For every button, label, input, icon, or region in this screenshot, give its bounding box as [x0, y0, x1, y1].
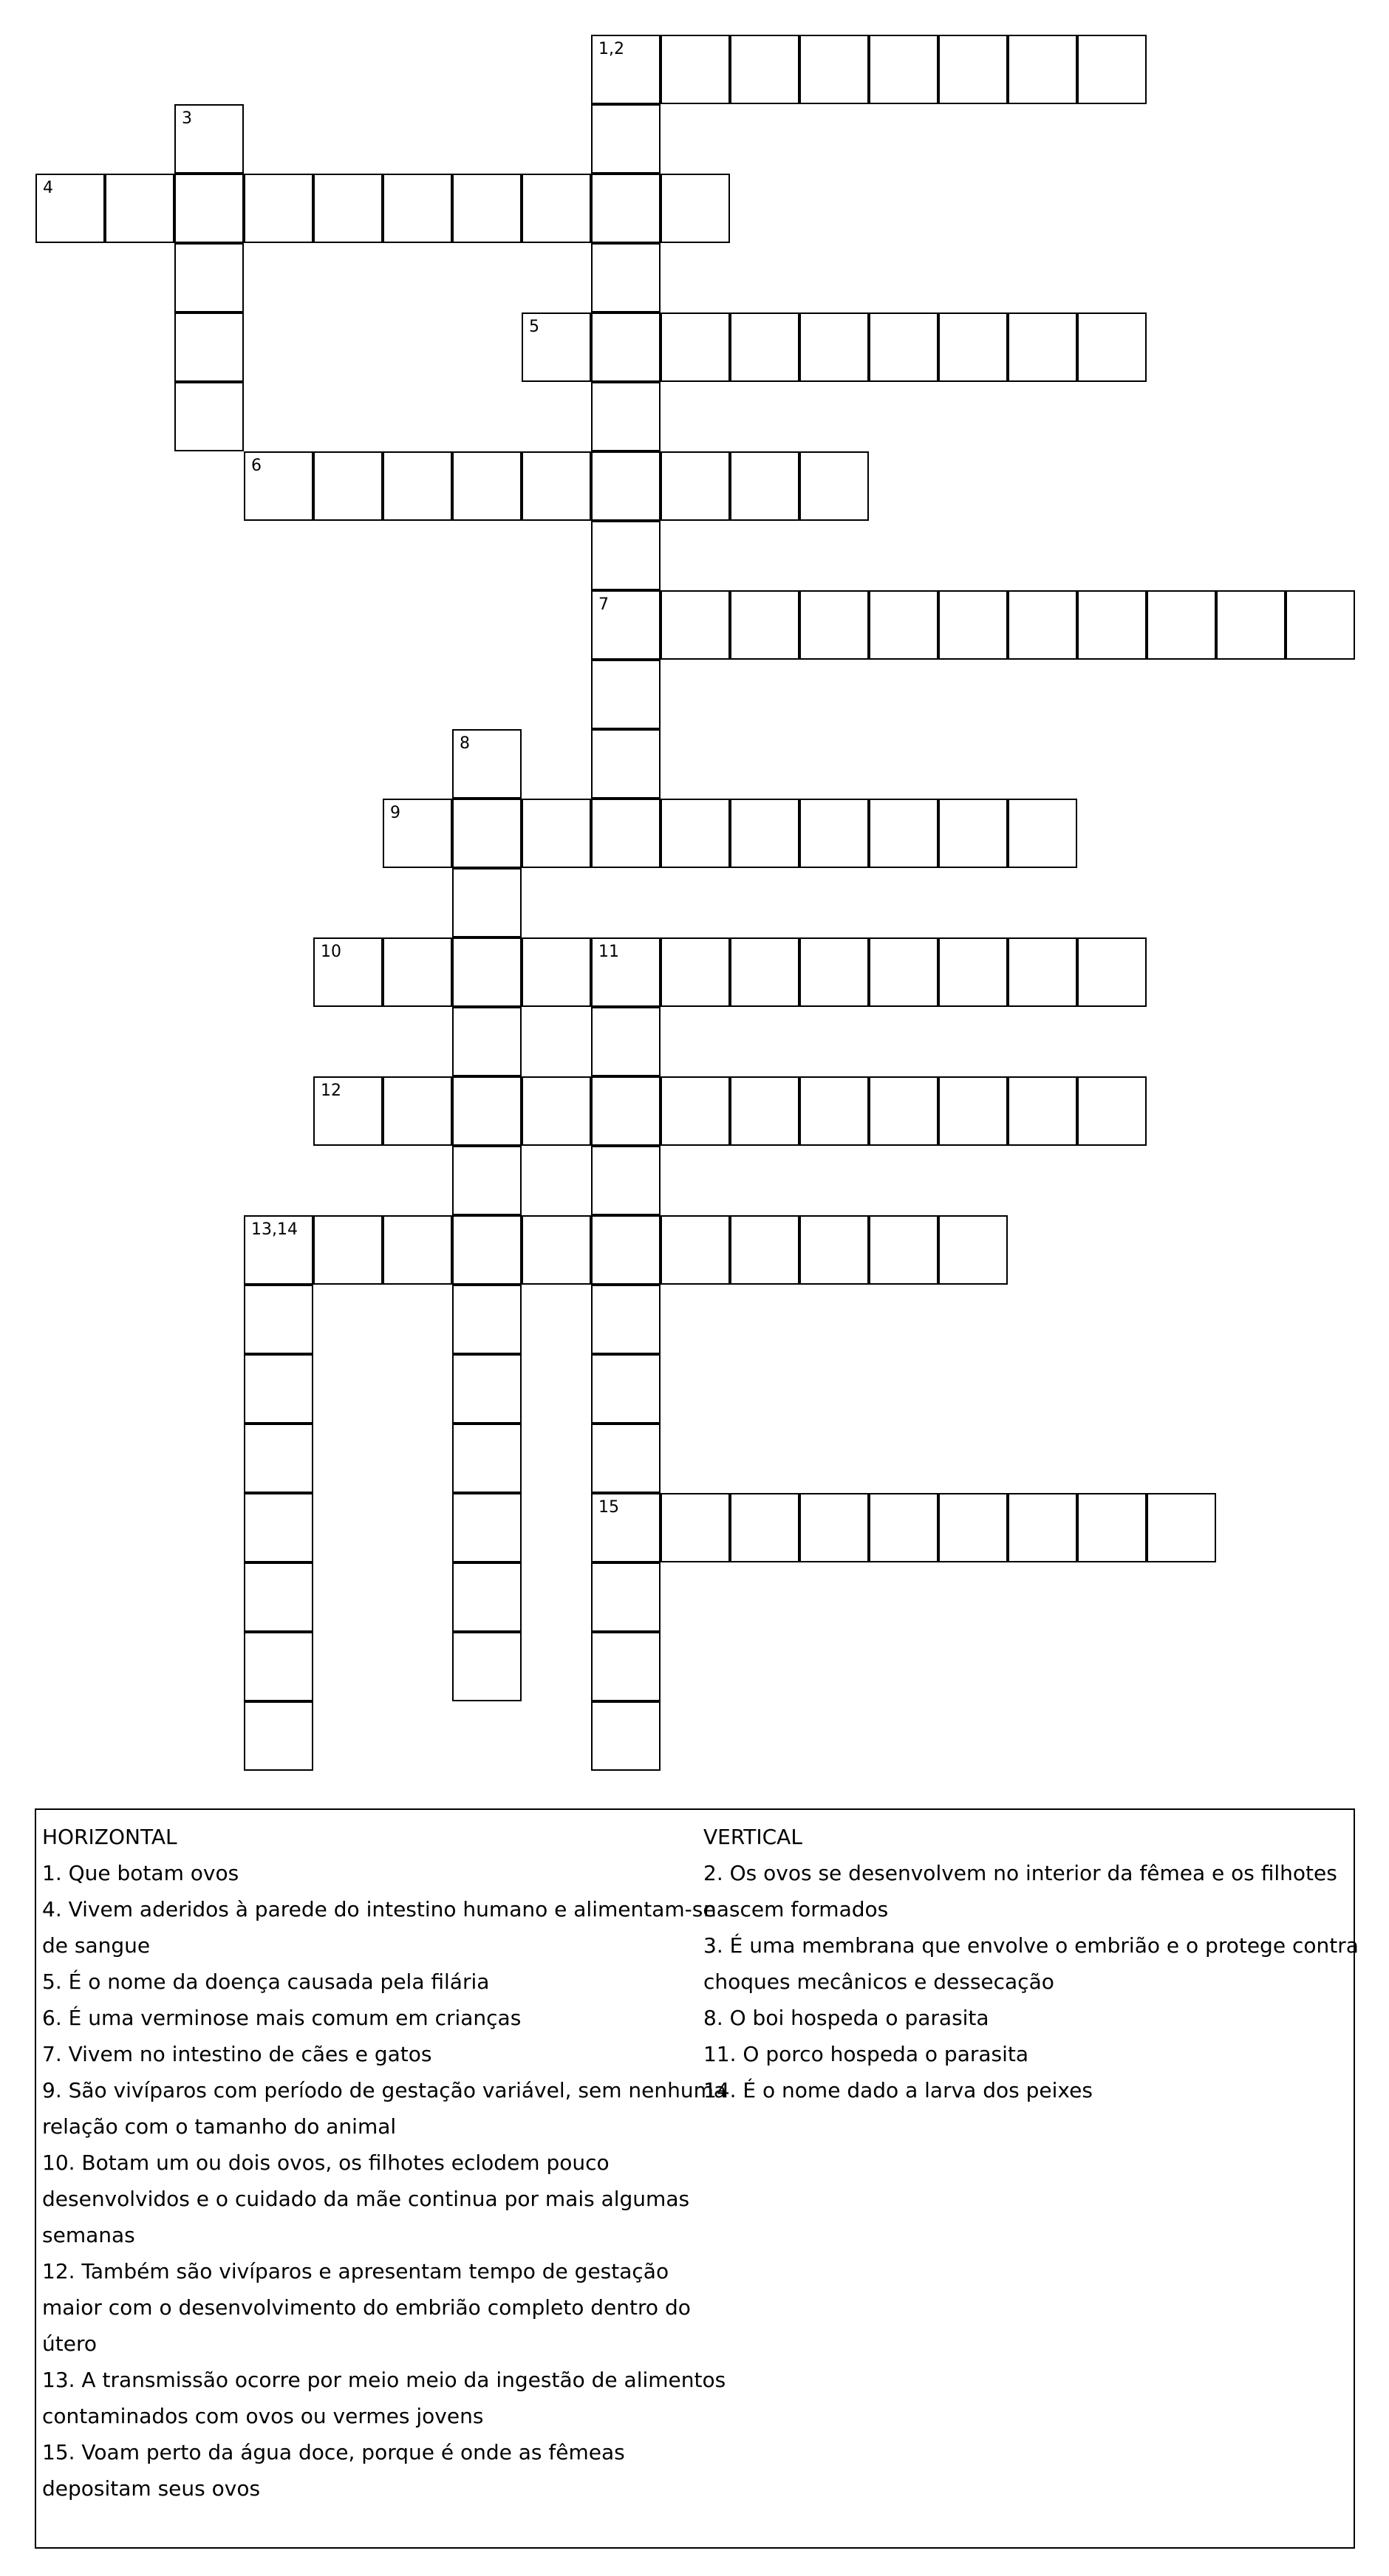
crossword-cell[interactable] — [591, 1562, 661, 1632]
clue-line: 3. É uma membrana que envolve o embrião e o protege contra — [703, 1933, 1359, 1958]
crossword-cell[interactable] — [244, 1215, 313, 1285]
crossword-cell[interactable] — [799, 312, 869, 382]
crossword-cell[interactable] — [313, 451, 383, 521]
crossword-cell[interactable] — [244, 1493, 313, 1562]
crossword-cell[interactable] — [522, 1215, 591, 1285]
crossword-cell[interactable] — [869, 312, 938, 382]
clue-number: 11 — [598, 943, 619, 961]
crossword-cell[interactable] — [452, 1493, 522, 1562]
crossword-cell[interactable] — [730, 1493, 799, 1562]
crossword-cell[interactable] — [591, 729, 661, 799]
crossword-cell[interactable] — [661, 312, 730, 382]
crossword-cell[interactable] — [452, 868, 522, 937]
crossword-cell[interactable] — [938, 1215, 1008, 1285]
clue-line: 13. A transmissão ocorre por meio meio da ingestão de alimentos — [42, 2368, 726, 2392]
crossword-cell[interactable] — [591, 243, 661, 312]
crossword-cell[interactable] — [1008, 35, 1077, 104]
crossword-cell[interactable] — [452, 1285, 522, 1354]
crossword-cell[interactable] — [869, 1493, 938, 1562]
clue-line: maior com o desenvolvimento do embrião completo dentro do — [42, 2295, 691, 2320]
crossword-cell[interactable] — [452, 1424, 522, 1493]
clue-line: 6. É uma verminose mais comum em crianças — [42, 2006, 522, 2030]
crossword-cell[interactable] — [452, 1076, 522, 1146]
vertical-header: VERTICAL — [703, 1825, 802, 1849]
clue-number: 12 — [321, 1082, 341, 1100]
crossword-cell[interactable] — [730, 590, 799, 660]
crossword-cell[interactable] — [661, 937, 730, 1007]
crossword-cell[interactable] — [522, 174, 591, 243]
crossword-cell[interactable] — [591, 35, 661, 104]
crossword-cell[interactable] — [1077, 312, 1147, 382]
crossword-cell[interactable] — [869, 35, 938, 104]
crossword-cell[interactable] — [244, 451, 313, 521]
crossword-cell[interactable] — [591, 1632, 661, 1701]
clue-number: 7 — [598, 595, 609, 614]
crossword-cell[interactable] — [174, 382, 244, 451]
crossword-cell[interactable] — [244, 1424, 313, 1493]
clue-number: 8 — [460, 734, 470, 753]
crossword-cell[interactable] — [799, 35, 869, 104]
crossword-cell[interactable] — [661, 1493, 730, 1562]
crossword-cell[interactable] — [799, 590, 869, 660]
crossword-cell[interactable] — [730, 937, 799, 1007]
crossword-cell[interactable] — [452, 1215, 522, 1285]
crossword-cell[interactable] — [730, 1076, 799, 1146]
clue-line: choques mecânicos e dessecação — [703, 1969, 1054, 1994]
crossword-cell[interactable] — [591, 1493, 661, 1562]
crossword-cell[interactable] — [105, 174, 174, 243]
crossword-cell[interactable] — [591, 104, 661, 174]
clue-number: 6 — [251, 457, 262, 475]
crossword-cell[interactable] — [1008, 1076, 1077, 1146]
crossword-cell[interactable] — [938, 312, 1008, 382]
clue-line: 4. Vivem aderidos à parede do intestino humano e alimentam-se — [42, 1897, 716, 1921]
clue-line: relação com o tamanho do animal — [42, 2114, 397, 2139]
crossword-cell[interactable] — [591, 1701, 661, 1771]
crossword-cell[interactable] — [1008, 937, 1077, 1007]
crossword-cell[interactable] — [244, 1354, 313, 1424]
clue-number: 10 — [321, 943, 341, 961]
crossword-cell[interactable] — [661, 174, 730, 243]
crossword-cell[interactable] — [591, 1215, 661, 1285]
clue-number: 4 — [43, 179, 53, 197]
clue-line: 8. O boi hospeda o parasita — [703, 2006, 989, 2030]
clue-line: depositam seus ovos — [42, 2476, 261, 2501]
crossword-cell[interactable] — [591, 1285, 661, 1354]
clue-line: 1. Que botam ovos — [42, 1861, 239, 1885]
crossword-cell[interactable] — [244, 1701, 313, 1771]
crossword-cell[interactable] — [522, 799, 591, 868]
crossword-cell[interactable] — [730, 799, 799, 868]
crossword-cell[interactable] — [174, 243, 244, 312]
crossword-cell[interactable] — [869, 1076, 938, 1146]
crossword-cell[interactable] — [661, 1076, 730, 1146]
crossword-cell[interactable] — [1216, 590, 1286, 660]
clues-box — [35, 1808, 1359, 2549]
crossword-cell[interactable] — [799, 451, 869, 521]
crossword-cell[interactable] — [869, 1215, 938, 1285]
crossword-cell[interactable] — [1077, 937, 1147, 1007]
crossword-cell[interactable] — [591, 1076, 661, 1146]
crossword-cell[interactable] — [174, 312, 244, 382]
crossword-cell[interactable] — [1008, 590, 1077, 660]
clue-line: semanas — [42, 2223, 135, 2247]
crossword-cell[interactable] — [591, 1146, 661, 1215]
crossword-cell[interactable] — [661, 590, 730, 660]
crossword-cell[interactable] — [35, 174, 105, 243]
crossword-cell[interactable] — [938, 1076, 1008, 1146]
crossword-cell[interactable] — [383, 174, 452, 243]
crossword-cell[interactable] — [1286, 590, 1355, 660]
clue-line: contaminados com ovos ou vermes jovens — [42, 2404, 484, 2428]
crossword-cell[interactable] — [661, 1215, 730, 1285]
clue-line: 12. Também são vivíparos e apresentam tempo de gestação — [42, 2259, 669, 2283]
clue-line: útero — [42, 2331, 97, 2356]
crossword-cell[interactable] — [452, 1562, 522, 1632]
crossword-cell[interactable] — [522, 312, 591, 382]
crossword-cell[interactable] — [591, 799, 661, 868]
crossword-cell[interactable] — [244, 1285, 313, 1354]
crossword-cell[interactable] — [452, 1354, 522, 1424]
crossword-cell[interactable] — [174, 174, 244, 243]
crossword-cell[interactable] — [452, 451, 522, 521]
clue-line: 9. São vivíparos com período de gestação variável, sem nenhuma — [42, 2078, 727, 2102]
crossword-cell[interactable] — [869, 799, 938, 868]
crossword-cell[interactable] — [522, 451, 591, 521]
clue-line: 15. Voam perto da água doce, porque é onde as fêmeas — [42, 2440, 625, 2464]
crossword-cell[interactable] — [452, 174, 522, 243]
clue-line: 14. É o nome dado a larva dos peixes — [703, 2078, 1093, 2102]
crossword-cell[interactable] — [452, 799, 522, 868]
crossword-cell[interactable] — [244, 174, 313, 243]
crossword-cell[interactable] — [383, 451, 452, 521]
crossword-cell[interactable] — [313, 1076, 383, 1146]
clue-line: de sangue — [42, 1933, 151, 1958]
crossword-cell[interactable] — [244, 1632, 313, 1701]
crossword-cell[interactable] — [661, 35, 730, 104]
crossword-cell[interactable] — [1077, 35, 1147, 104]
crossword-cell[interactable] — [938, 35, 1008, 104]
crossword-cell[interactable] — [1008, 312, 1077, 382]
crossword-cell[interactable] — [522, 937, 591, 1007]
crossword-cell[interactable] — [938, 937, 1008, 1007]
clue-number: 9 — [390, 804, 400, 822]
crossword-cell[interactable] — [591, 1007, 661, 1076]
crossword-cell[interactable] — [1077, 590, 1147, 660]
crossword-cell[interactable] — [383, 937, 452, 1007]
crossword-cell[interactable] — [938, 1493, 1008, 1562]
crossword-cell[interactable] — [383, 799, 452, 868]
clue-number: 15 — [598, 1498, 619, 1517]
crossword-cell[interactable] — [313, 937, 383, 1007]
clue-line: desenvolvidos e o cuidado da mãe continua por mais algumas — [42, 2187, 690, 2211]
crossword-cell[interactable] — [591, 451, 661, 521]
clue-line: 10. Botam um ou dois ovos, os filhotes eclodem pouco — [42, 2150, 610, 2175]
crossword-cell[interactable] — [730, 451, 799, 521]
crossword-cell[interactable] — [1077, 1493, 1147, 1562]
crossword-cell[interactable] — [869, 590, 938, 660]
crossword-cell[interactable] — [591, 590, 661, 660]
crossword-cell[interactable] — [452, 729, 522, 799]
crossword-cell[interactable] — [313, 1215, 383, 1285]
clue-number: 13,14 — [251, 1220, 298, 1239]
crossword-cell[interactable] — [661, 451, 730, 521]
clue-line: 7. Vivem no intestino de cães e gatos — [42, 2042, 432, 2066]
clue-line: 2. Os ovos se desenvolvem no interior da fêmea e os filhotes — [703, 1861, 1337, 1885]
horizontal-header: HORIZONTAL — [42, 1825, 177, 1849]
clue-number: 3 — [182, 109, 192, 128]
crossword-cell[interactable] — [591, 937, 661, 1007]
crossword-cell[interactable] — [244, 1562, 313, 1632]
crossword-cell[interactable] — [799, 1493, 869, 1562]
crossword-cell[interactable] — [591, 382, 661, 451]
crossword-cell[interactable] — [452, 1007, 522, 1076]
crossword-cell[interactable] — [1008, 799, 1077, 868]
crossword-cell[interactable] — [1008, 1493, 1077, 1562]
crossword-cell[interactable] — [938, 799, 1008, 868]
crossword-cell[interactable] — [799, 1076, 869, 1146]
clue-line: 5. É o nome da doença causada pela filária — [42, 1969, 490, 1994]
crossword-cell[interactable] — [799, 937, 869, 1007]
crossword-cell[interactable] — [869, 937, 938, 1007]
crossword-cell[interactable] — [591, 1354, 661, 1424]
crossword-cell[interactable] — [591, 660, 661, 729]
crossword-cell[interactable] — [730, 312, 799, 382]
crossword-cell[interactable] — [313, 174, 383, 243]
crossword-cell[interactable] — [383, 1215, 452, 1285]
crossword-cell[interactable] — [1147, 1493, 1216, 1562]
crossword-cell[interactable] — [730, 1215, 799, 1285]
crossword-cell[interactable] — [522, 1076, 591, 1146]
clue-number: 5 — [529, 318, 539, 336]
crossword-cell[interactable] — [591, 1424, 661, 1493]
clue-line: 11. O porco hospeda o parasita — [703, 2042, 1029, 2066]
clue-line: nascem formados — [703, 1897, 889, 1921]
crossword-cell[interactable] — [730, 35, 799, 104]
crossword-cell[interactable] — [799, 1215, 869, 1285]
crossword-cell[interactable] — [591, 312, 661, 382]
clue-number: 1,2 — [598, 40, 624, 58]
crossword-cell[interactable] — [591, 521, 661, 590]
crossword-cell[interactable] — [1147, 590, 1216, 660]
horizontal-clues — [42, 1819, 727, 2507]
crossword-cell[interactable] — [799, 799, 869, 868]
crossword-cell[interactable] — [1077, 1076, 1147, 1146]
crossword-cell[interactable] — [452, 1146, 522, 1215]
crossword-cell[interactable] — [661, 799, 730, 868]
crossword-cell[interactable] — [591, 174, 661, 243]
crossword-cell[interactable] — [452, 937, 522, 1007]
crossword-cell[interactable] — [174, 104, 244, 174]
vertical-clues — [703, 1819, 1359, 2108]
crossword-cell[interactable] — [452, 1632, 522, 1701]
crossword-cell[interactable] — [383, 1076, 452, 1146]
crossword-cell[interactable] — [938, 590, 1008, 660]
